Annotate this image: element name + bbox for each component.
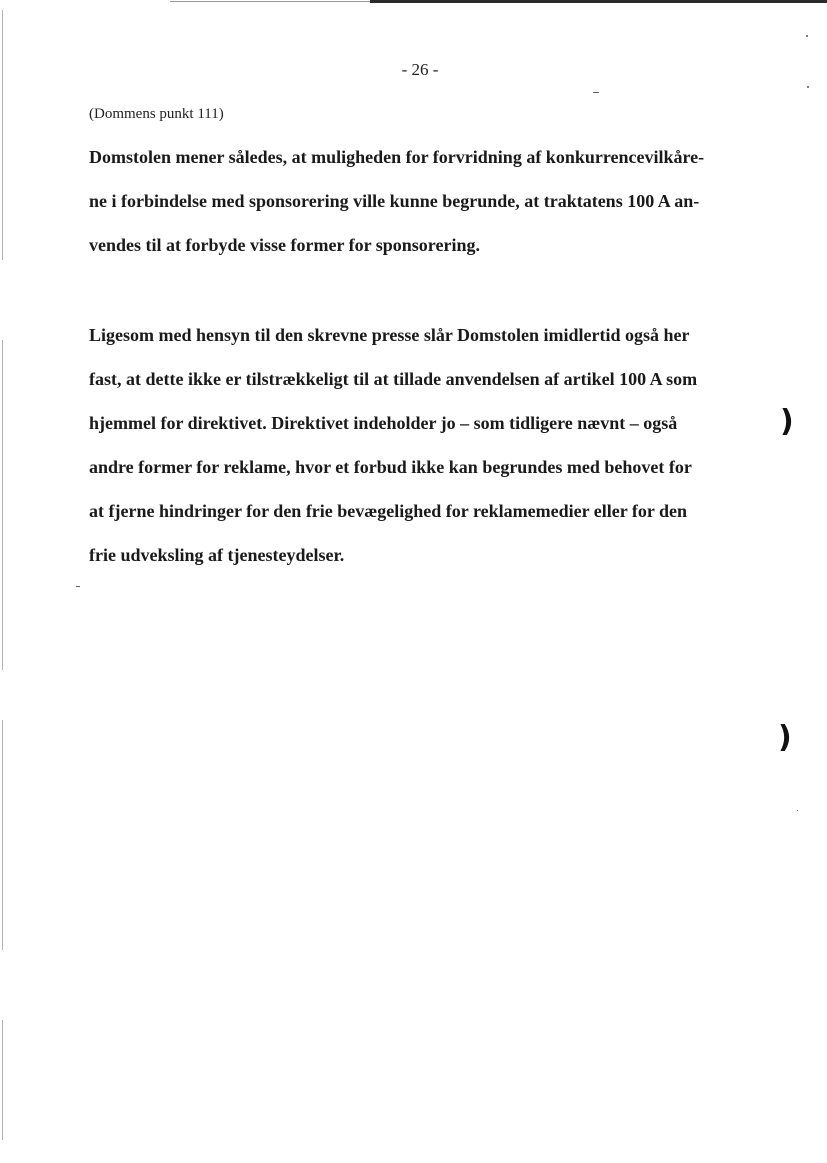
paragraph-1 [89, 135, 769, 267]
scan-speck [807, 86, 809, 88]
scan-speck [593, 92, 599, 93]
paragraph-line: frie udveksling af tjenesteydelser. [89, 545, 345, 565]
paragraph-line: fast, at dette ikke er tilstrækkeligt til at tillade anvendelsen af artikel 100 A som [89, 369, 698, 389]
scan-left-edge [2, 720, 3, 950]
scan-left-edge [2, 10, 3, 260]
page-number: - 26 - [401, 60, 439, 79]
paragraph-line: andre former for reklame, hvor et forbud ikke kan begrundes med behovet for [89, 457, 692, 477]
binder-hole-mark: ) [780, 404, 794, 439]
paragraph-line: hjemmel for direktivet. Direktivet indeholder jo – som tidligere nævnt – også [89, 413, 678, 433]
judgment-reference: (Dommens punkt 111) [89, 106, 224, 122]
paragraph-line: ne i forbindelse med sponsorering ville kunne begrunde, at traktatens 100 A an- [89, 191, 700, 211]
binder-hole-mark: ) [778, 720, 792, 755]
scan-left-edge [2, 1020, 3, 1140]
scan-speck [76, 586, 80, 587]
scan-speck [806, 35, 808, 37]
paragraph-line: Domstolen mener således, at muligheden for forvridning af konkurrencevilkåre- [89, 147, 705, 167]
paragraph-line: vendes til at forbyde visse former for sponsorering. [89, 235, 480, 255]
scan-speck [797, 810, 798, 811]
scan-left-edge [2, 340, 3, 670]
paragraph-line: Ligesom med hensyn til den skrevne presse slår Domstolen imidlertid også her [89, 325, 690, 345]
paragraph-2 [89, 313, 769, 577]
scan-edge-line [370, 0, 827, 3]
scan-edge-line-thin [170, 1, 370, 2]
paragraph-line: at fjerne hindringer for den frie bevægelighed for reklamemedier eller for den [89, 501, 688, 521]
